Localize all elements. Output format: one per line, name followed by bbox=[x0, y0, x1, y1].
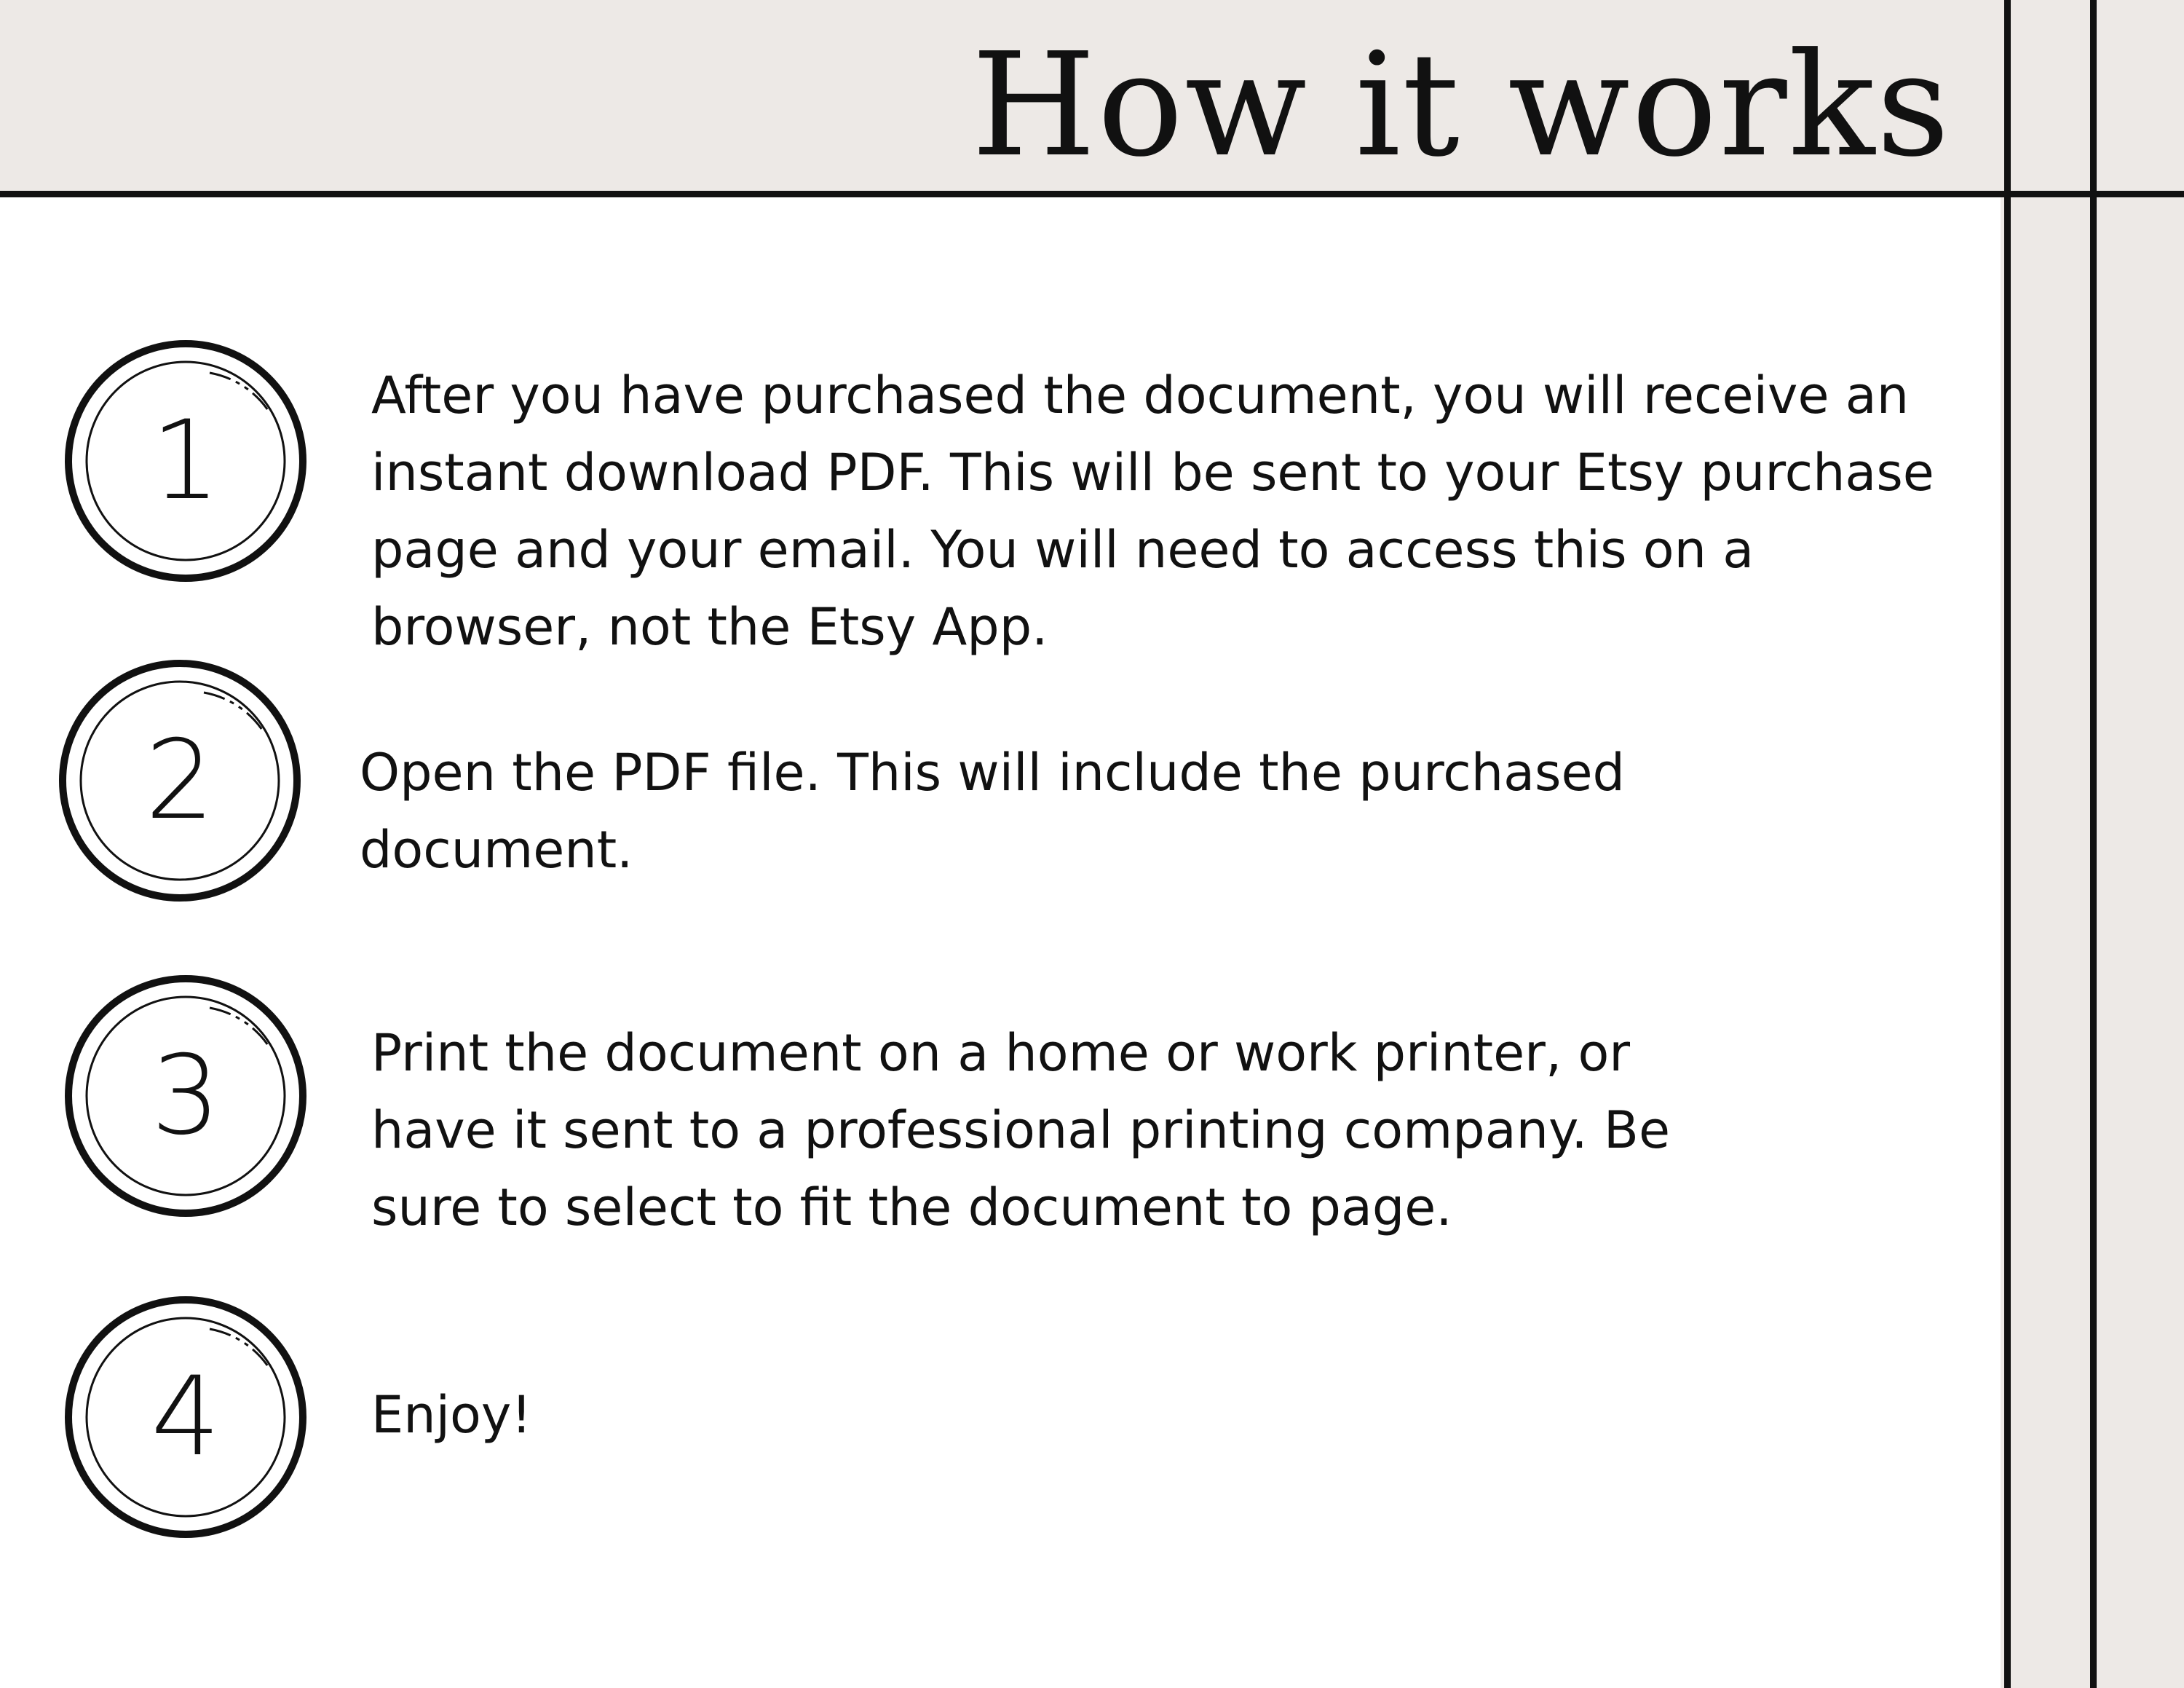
header-divider bbox=[0, 191, 2184, 197]
step-1-badge bbox=[64, 339, 307, 583]
vertical-rule-left bbox=[2004, 0, 2011, 1688]
step-4-number: 4 bbox=[151, 1354, 221, 1480]
step-1-number: 1 bbox=[151, 398, 221, 524]
step-2-text: Open the PDF file. This will include the purchased document. bbox=[360, 743, 1625, 880]
step-3-text: Print the document on a home or work printer, or have it sent to a professional printing company. Be sure to select to fit the document to page. bbox=[371, 1023, 1671, 1237]
step-1-text: After you have purchased the document, you will receive an instant download PDF. This will be sent to your Etsy purchase page and your email. You will need to access this on a browser, not the Etsy App. bbox=[371, 366, 1934, 657]
step-3-badge bbox=[64, 974, 307, 1218]
step-2-number: 2 bbox=[145, 717, 215, 844]
step-4-badge bbox=[64, 1295, 307, 1539]
step-3-number: 3 bbox=[151, 1033, 221, 1159]
page-title: How it works bbox=[971, 23, 1951, 189]
step-2-badge bbox=[58, 659, 301, 902]
step-4-text: Enjoy! bbox=[371, 1385, 532, 1445]
vertical-rule-right bbox=[2090, 0, 2097, 1688]
